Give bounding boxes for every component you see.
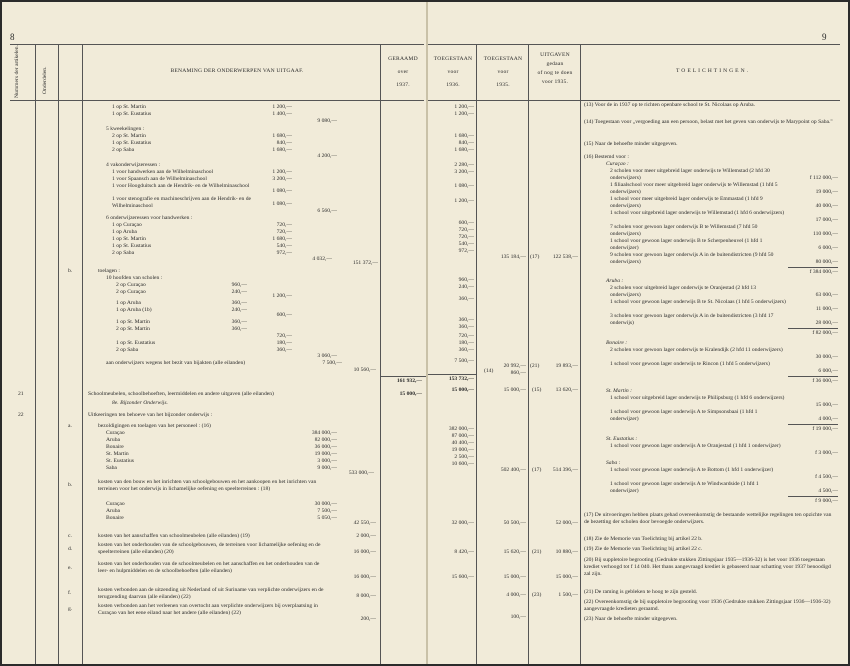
text: 1935. [496,82,510,88]
text: b. [68,268,73,274]
text: 7 scholen voor gewoon lager onderwijs B te Willemstad (7 hfd 50 onderwijzers) [610,224,758,237]
text: 4 200,— [317,153,337,159]
table-rule [428,100,840,101]
text: 533 000,— [348,470,374,476]
text: 42 550,— [353,520,376,526]
text: 1 200,— [454,198,474,204]
text: 30 000,— [815,354,838,360]
header-1935 [478,56,528,89]
text: f 384 000,— [809,269,838,275]
row: 5 kweekelingen : [106,126,145,132]
text: 6 000,— [818,245,838,251]
text: 32 000,— [451,520,474,526]
text: 1 200,— [272,293,292,299]
text: 1 680,— [272,147,292,153]
text: 1 680,— [272,133,292,139]
table-rule [380,44,381,664]
row: 4 vakonderwijzeressen : [106,162,161,168]
text: 8 420,— [454,549,474,555]
text: 360,— [458,317,474,323]
text: 15 620,— [503,549,526,555]
right-page [428,2,848,664]
text: UITGAVEN [540,52,570,58]
header-onderdelen: Onderdelen. [42,66,48,94]
text: 161 932,— [396,378,422,384]
row: kosten van het onderhouden van de schoolgebouwen, de terreinen voor lichamelijke oefening en de speelterreinen (alle eilanden) (20) [98,542,321,555]
text: GERAAMD [388,56,418,62]
text: 19 000,— [314,451,337,457]
row: St. Eustatius [106,458,134,464]
text: 1937. [396,82,410,88]
text: 15 000,— [555,574,578,580]
text: voor [497,69,509,75]
table-rule [10,44,424,45]
text: b. [68,482,73,488]
text: 200,— [360,616,376,622]
text: 502 400,— [500,467,526,473]
text: 360,— [458,324,474,330]
text: 840,— [276,140,292,146]
header-nummers: Nummers der artikelen. [14,45,20,98]
text: (21) [530,363,540,369]
text: 720,— [458,227,474,233]
row: kosten verbonden aan de uitzending uit Nederland of uit Suriname van verplichte onderwijzers en de terugzending daarvan (alle eilanden) (22) [98,587,324,600]
text: 15 000,— [399,391,422,397]
text: e. [68,565,72,571]
text: 6 560,— [317,208,337,214]
text: 720,— [276,333,292,339]
header-uitgaven [530,52,580,86]
text: 50 500,— [503,520,526,526]
text: a. [68,423,72,429]
text: 600,— [458,220,474,226]
text: 13 620,— [555,387,578,393]
text: Aruba : [606,278,624,284]
table-rule [788,424,838,425]
row: Saba [106,465,117,471]
note: (22) Overeenkomstig de bij suppletoire begrooting voor 1936 (Gedrukte stukken Zittingsjaar 1936—1936-32) aangevraagde kredieten geraamd. [584,599,831,612]
text: 19 000,— [451,447,474,453]
note: (19) Zie de Memorie van Toelichting bij artikel 22 c. [584,546,703,552]
row: Uitkeeringen ten behoeve van het bijzonder onderwijs : [88,412,213,418]
text: 1 school voor uitgebreid lager onderwijs te Willemstad (1 hfd 6 onderwijzers) [610,210,785,216]
text: 1 680,— [454,147,474,153]
row: St. Martin [106,451,129,457]
text: 360,— [231,300,247,306]
row: 1 op St. Martin [112,236,146,242]
row: 8e. Bijzonder Onderwijs. [112,400,168,406]
page-number: 8 [10,32,15,42]
text: 2 500,— [454,454,474,460]
text: 15 000,— [503,574,526,580]
text: 2 scholen voor meer uitgebreid lager onderwijs te Willemstad (2 hfd 30 onderwijzers) [610,168,770,181]
text: c. [68,533,72,539]
text: (14) [484,368,494,374]
text: 2 scholen voor uitgebreid lager onderwijs te Oranjestad (2 hfd 13 onderwijzers) [610,285,757,298]
text: (17) [530,254,540,260]
text: 5 050,— [317,515,337,521]
text: 110 000,— [813,231,838,237]
row: 1 op Aruba (1b) [116,307,152,313]
text: of nog te doen [537,70,573,76]
text: St. Eustatius : [606,436,638,442]
row: 1 op St. Eustatius [112,111,152,117]
table-rule [82,44,83,664]
text: 7 500,— [322,360,342,366]
row: kosten verbonden aan het verleenen van overtocht aan verplichte onderwijzers bij overplaatsing in Curaçao van het eene eiland naar het andere (alle eilanden) (22) [98,603,318,616]
row: Aruba [106,508,120,514]
text: f 112 000,— [809,175,838,181]
left-page [2,2,426,664]
text: 80 000,— [815,259,838,265]
text: 11 000,— [815,306,838,312]
text: f 82 000,— [812,330,838,336]
text: 1 200,— [272,169,292,175]
row: 1 op Aruba [116,300,141,306]
text: 360,— [276,347,292,353]
text: 7 500,— [317,508,337,514]
text: 40 000,— [815,203,838,209]
text: 1 500,— [558,592,578,598]
text: 1 school voor gewoon lager onderwijs A te Bottom (1 hfd 1 onderwijzer) [610,467,774,473]
text: 135 184,— [500,254,526,260]
text: 4 000,— [818,416,838,422]
text: 1 080,— [454,183,474,189]
text: 15 000,— [815,402,838,408]
table-rule [10,100,424,101]
row: 1 voor handwerken aan de Wilhelminaschool [112,169,214,175]
text: 9 080,— [317,118,337,124]
table-rule [580,44,581,664]
row: 1 op Curaçao [112,222,142,228]
row: kosten van het onderhouden van de schoolmeubelen en het aanschaffen en het onderhouden van de leer- en hulpmiddelen en de schoolbehoeften (alle eilanden) [98,561,320,574]
note: (18) Zie de Memorie van Toelichting bij artikel 22 b. [584,536,703,542]
text: f 36 000,— [812,378,838,384]
text: 720,— [276,222,292,228]
text: 1 080,— [272,201,292,207]
text: (21) [532,549,542,555]
text: 28 000,— [815,320,838,326]
text: 100,— [510,614,526,620]
text: 1 school voor gewoon lager onderwijs A te Windwardside (1 hfd 1 onderwijzer) [610,481,759,494]
text: 720,— [458,333,474,339]
text: 860,— [510,370,526,376]
text: 360,— [458,296,474,302]
text: 960,— [458,277,474,283]
row: 1 op St. Eustatius [116,340,156,346]
text: 52 000,— [555,520,578,526]
text: 9 000,— [317,465,337,471]
text: 720,— [458,234,474,240]
text: 1 school voor gewoon lager onderwijs te Rincon (1 hfd 5 onderwijzers) [610,361,770,367]
text: Saba : [606,460,621,466]
note: (23) Naar de behoefte minder uitgegeven. [584,616,678,622]
row: 1 voor Spaansch aan de Wilhelminaschool [112,176,207,182]
text: 1 200,— [272,104,292,110]
text: 15 600,— [451,574,474,580]
text: 1 200,— [454,111,474,117]
text: 3 200,— [272,176,292,182]
text: f 9 000,— [815,498,838,504]
text: 153 732,— [448,376,474,382]
text: 1 school voor uitgebreid lager onderwijs te Philipsburg (1 hfd 6 onderwijzers) [610,395,785,401]
text: voor 1935. [541,79,569,85]
table-rule [428,374,476,375]
text: 360,— [231,319,247,325]
text: voor [447,69,459,75]
text: 8 000,— [356,593,376,599]
text: 4 500,— [818,488,838,494]
text: 240,— [458,284,474,290]
text: 17 000,— [815,217,838,223]
book-spread [2,2,848,664]
row: Bonaire [106,444,124,450]
text: 1 school voor meer uitgebreid lager onderwijs te Emmastad (1 hfd 9 onderwijzers) [610,196,763,209]
text: 972,— [458,248,474,254]
row: 2 op Curaçao [116,289,146,295]
header-1936 [430,56,476,89]
text: 180,— [276,340,292,346]
text: TOEGESTAAN [433,56,473,62]
text: 1 400,— [272,111,292,117]
table-rule [35,44,36,664]
text: 2 280,— [454,162,474,168]
text: 972,— [276,250,292,256]
table-rule [788,267,838,268]
text: 122 538,— [552,254,578,260]
text: 1 200,— [454,104,474,110]
row: kosten van den bouw en het inrichten van schoolgebouwen en het aankoopen en het inrichten van terreinen voor het onderwijs in lichamelijke oefening en speelterreinen : (18) [98,479,317,492]
text: 1 080,— [272,188,292,194]
text: 1 school voor gewoon lager onderwijs B te St. Nicolaas (1 hfd 5 onderwijzers) [610,299,786,305]
text: St. Martin : [606,388,632,394]
note: (21) De raming is gebleken te hoog te zijn gesteld. [584,589,698,595]
text: 63 000,— [815,292,838,298]
text: d. [68,546,73,552]
row: toelagen : [98,268,120,274]
text: 384 000,— [311,430,337,436]
text: 21 [18,391,24,397]
text: 3 000,— [317,458,337,464]
table-rule [58,44,59,664]
text: (15) [532,387,542,393]
text: (17) [532,467,542,473]
text: 1 680,— [272,236,292,242]
text: 3 scholen voor gewoon lager onderwijs A in de buitendistricten (3 hfd 17 onderwijs) [610,313,774,326]
note: (14) Toegestaan voor „vergoeding aan een persoon, belast met het geven van onderwijs te Marypoint op Saba." [584,119,833,125]
row: bezoldigingen en toelagen van het personeel : (16) [98,423,211,429]
text: 22 [18,412,24,418]
text: 1 680,— [454,133,474,139]
row: 1 op St. Martin [116,319,150,325]
text: 151 372,— [352,260,378,266]
text: 600,— [276,312,292,318]
text: over [397,69,409,75]
text: 360,— [458,347,474,353]
text: 514 396,— [552,467,578,473]
note: (13) Voor de in 1937 op te richten openbare school te St. Nicolaas op Aruba. [584,102,755,108]
row: Aruba [106,437,120,443]
text: f. [68,590,72,596]
header-benaming: BENAMING DER ONDERWERPEN VAN UITGAAF. [170,68,304,74]
note: (15) Naar de behoefte minder uitgegeven. [584,141,678,147]
text: 36 000,— [314,444,337,450]
table-rule [788,496,838,497]
text: 10 560,— [353,367,376,373]
text: 19 000,— [815,189,838,195]
text: gedaan [546,61,564,67]
row: aan onderwijzers wegens het bezit van bijakten (alle eilanden) [106,360,246,366]
text: 540,— [276,243,292,249]
row: 1 voor stenografie en machineschrijven aan de Hendrik- en de Wilhelminaschool [112,196,252,209]
row: 2 op St. Martin [112,133,146,139]
text: 82 000,— [314,437,337,443]
text: 3 200,— [454,169,474,175]
row: 10 hoofden van scholen : [106,275,163,281]
note: (20) Bij suppletoire begrooting (Gedrukte stukken Zittingsjaar 1935—1936-32) is het voor 1936 toegestaan krediet verhoogd tot f 14 040. Het thans aangevraagd krediet is gebaseerd naar schatting voor 1937 benoodigd zal zijn. [584,557,831,577]
table-rule [788,376,838,377]
page-number: 9 [822,32,827,42]
row: 1 voor Hoogduitsch aan de Hendrik- en de Wilhelminaschool [112,183,250,189]
row: Bonaire [106,515,124,521]
table-rule [528,44,529,664]
table-rule [380,376,426,377]
text: 720,— [276,229,292,235]
text: 4 000,— [506,592,526,598]
row: kosten van het aanschaffen van schoolmeubelen (alle eilanden) (19) [98,533,250,539]
text: 2 000,— [356,533,376,539]
text: f 3 000,— [815,450,838,456]
text: 2 scholen voor gewoon lager onderwijs te Kralendijk (2 hfd 11 onderwijzers) [610,347,783,353]
row: Curaçao [106,501,125,507]
row: 2 op Curaçao [116,282,146,288]
text: g. [68,606,73,612]
text: 180,— [458,340,474,346]
text: 360,— [231,326,247,332]
text: 240,— [231,289,247,295]
row: 1 op St. Martin [112,104,146,110]
text: 40 400,— [451,440,474,446]
row: Schoolmeubelen, schoolbehoeften, leermiddelen en andere uitgaven (alle eilanden) [88,391,274,397]
row: 2 op Saba [112,147,135,153]
row: 6 onderwijzeressen voor handwerken : [106,215,193,221]
text: 9 scholen voor gewoon lager onderwijs A in de buitendistricten (9 hfd 50 onderwijzers) [610,252,774,265]
text: 16 000,— [353,574,376,580]
text: 960,— [231,282,247,288]
text: 3 060,— [317,353,337,359]
text: f 19 000,— [812,426,838,432]
note: (16) Bestemd voor : [584,154,629,160]
text: Curaçao : [606,161,629,167]
text: 240,— [231,307,247,313]
text: 1 school voor gewoon lager onderwijs B te Scherpenheuvel (1 hfd 1 onderwijzer) [610,238,763,251]
row: 2 op Saba [116,347,139,353]
text: 20 992,— [503,363,526,369]
text: 540,— [458,241,474,247]
text: 15 000,— [451,387,474,393]
text: 87 000,— [451,433,474,439]
text: 1 school voor gewoon lager onderwijs A te Oranjestad (1 hfd 1 onderwijzer) [610,443,781,449]
text: 382 000,— [448,426,474,432]
text: 4 032,— [312,256,332,262]
header-toelichtingen: TOELICHTINGEN. [675,68,751,74]
text: 16 000,— [353,549,376,555]
row: 1 op Aruba [112,229,137,235]
text: 6 000,— [818,368,838,374]
row: Curaçao [106,430,125,436]
text: 10 880,— [555,549,578,555]
table-rule [476,44,477,664]
text: 840,— [458,140,474,146]
text: 10 600,— [451,461,474,467]
table-rule [428,44,840,45]
header-geraamd [382,56,424,89]
text: 7 500,— [454,358,474,364]
row: 1 op St. Eustatius [112,243,152,249]
note: (17) De uitvoeringen hebben plaats gehad overeenkomstig de bestaande wettelijke regelingen ten opzichte van de bezetting der scholen door bevoegde onderwijzers. [584,512,832,525]
row: 2 op Saba [112,250,135,256]
text: Bonaire : [606,340,628,346]
text: 1 filiaalschool voor meer uitgebreid lager onderwijs te Willemstad (1 hfd 5 onderwijzers) [610,182,778,195]
text: 19 893,— [555,363,578,369]
table-rule [788,328,838,329]
row: 1 op St. Eustatius [112,140,152,146]
text: 15 000,— [503,387,526,393]
row: 2 op St. Martin [116,326,150,332]
text: 1936. [446,82,460,88]
text: 30 000,— [314,501,337,507]
text: 1 school voor gewoon lager onderwijs A te Simpsonsbaai (1 hfd 1 onderwijzer) [610,409,758,422]
text: (23) [532,592,542,598]
text: f 4 500,— [815,474,838,480]
text: TOEGESTAAN [483,56,523,62]
